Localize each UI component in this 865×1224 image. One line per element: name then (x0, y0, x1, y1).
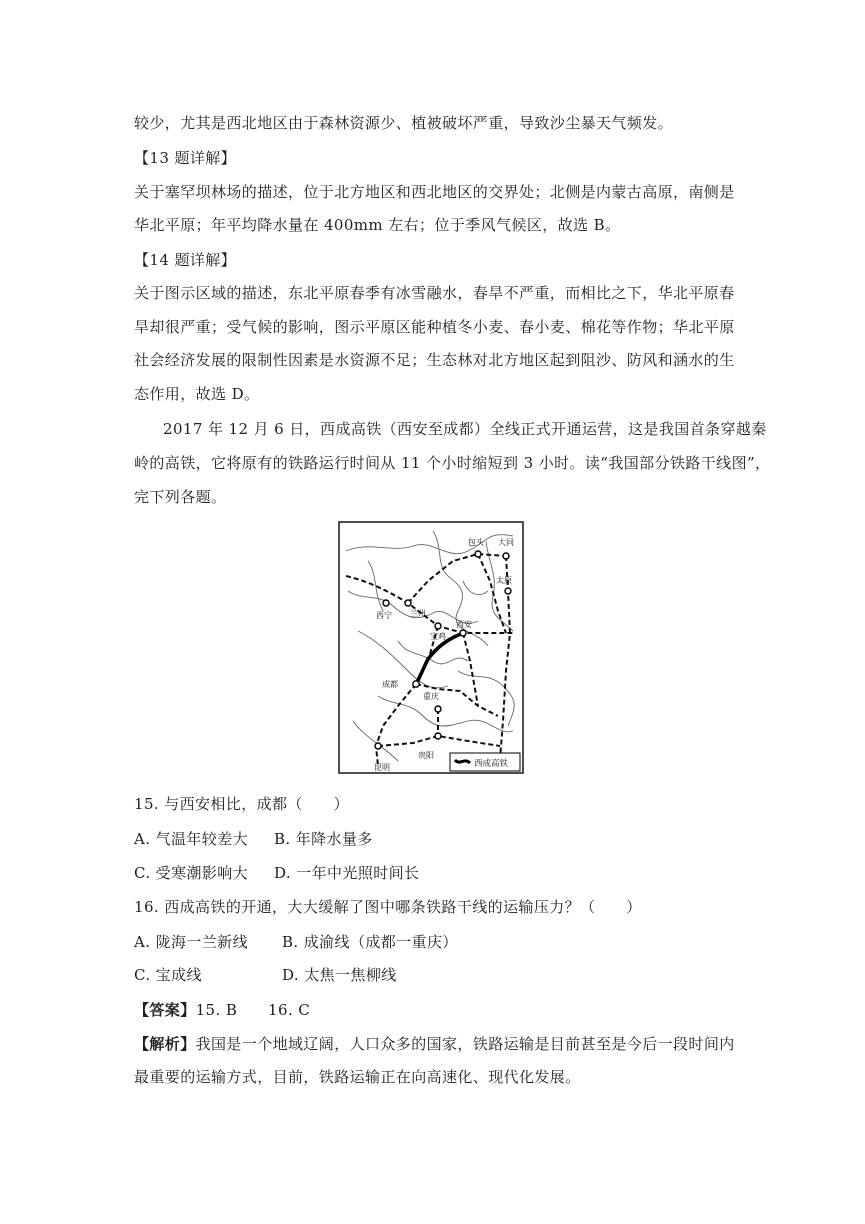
option-16b: B. 成渝线（成都一重庆） (282, 933, 458, 951)
legend-hsr-symbol (455, 760, 470, 763)
label-chengdu: 成都 (382, 680, 398, 689)
option-16a: A. 陇海一兰新线 (134, 933, 248, 951)
analysis-text: 我国是一个地域辽阔，人口众多的国家，铁路运输是目前甚至是今后一段时间内 (195, 1035, 735, 1053)
option-16d: D. 太焦一焦柳线 (282, 966, 397, 984)
label-xining: 西宁 (376, 611, 392, 620)
label-guiyang: 贵阳 (418, 751, 434, 760)
label-datong: 大同 (498, 538, 514, 547)
label-xian: 西安 (456, 620, 472, 629)
option-15c: C. 受寒潮影响大 (134, 864, 249, 882)
station-xining (383, 600, 389, 606)
station-chongqing (435, 706, 441, 712)
option-15d: D. 一年中光照时间长 (274, 864, 420, 882)
label-chongqing: 重庆 (423, 692, 439, 701)
label-baotou: 包头 (468, 538, 484, 547)
label-baoji: 宝鸡 (430, 632, 446, 641)
answer-label: 【答案】 (134, 1001, 196, 1019)
label-kunming: 昆明 (374, 763, 390, 772)
map-legend (450, 753, 520, 771)
paragraph-line: 华北平原；年平均降水量在 400mm 左右；位于季风气候区，故选 B。 (134, 216, 621, 234)
analysis-label: 【解析】 (134, 1035, 196, 1053)
station-lanzhou (405, 600, 411, 606)
question-16: 16. 西成高铁的开通，大大缓解了图中哪条铁路干线的运输压力？（ ） (134, 898, 642, 916)
paragraph-line: 2017 年 12 月 6 日，西成高铁（西安至成都）全线正式开通运营，这是我国首条穿越秦 (163, 420, 767, 438)
heading-q14: 【14 题详解】 (134, 251, 237, 269)
label-lanzhou: 兰州 (410, 609, 426, 618)
option-15b: B. 年降水量多 (274, 830, 373, 848)
option-15a: A. 气温年较差大 (134, 830, 248, 848)
paragraph-line: 完下列各题。 (134, 488, 227, 506)
answer-line (134, 1000, 310, 1020)
station-baotou (475, 551, 481, 557)
railway-map (338, 521, 524, 774)
heading-q13: 【13 题详解】 (134, 149, 237, 167)
station-xian (460, 630, 466, 636)
station-chengdu (413, 681, 419, 687)
paragraph-line: 社会经济发展的限制性因素是水资源不足；生态林对北方地区起到阻沙、防风和涵水的生 (134, 351, 735, 369)
station-taiyuan (505, 588, 511, 594)
analysis-line (134, 1034, 735, 1054)
paragraph-line: 态作用，故选 D。 (134, 385, 260, 403)
paragraph-line: 最重要的运输方式，目前，铁路运输正在向高速化、现代化发展。 (134, 1068, 581, 1086)
label-taiyuan: 太原 (496, 576, 512, 585)
question-15: 15. 与西安相比，成都（ ） (134, 795, 350, 813)
paragraph-line: 旱却很严重；受气候的影响，图示平原区能种植冬小麦、春小麦、棉花等作物；华北平原 (134, 318, 735, 336)
railway-map-svg (338, 521, 524, 774)
station-guiyang (435, 733, 441, 739)
legend-label: 西成高铁 (474, 759, 509, 769)
answer-text: 15. B 16. C (195, 1001, 311, 1019)
paragraph-line: 关于图示区域的描述，东北平原春季有冰雪融水，春旱不严重，而相比之下，华北平原春 (134, 284, 735, 302)
option-16c: C. 宝成线 (134, 966, 202, 984)
station-baoji (435, 623, 441, 629)
paragraph-line: 岭的高铁，它将原有的铁路运行时间从 11 个小时缩短到 3 小时。读“我国部分铁路干线图”， (134, 454, 771, 472)
paragraph-line: 关于塞罕坝林场的描述，位于北方地区和西北地区的交界处；北侧是内蒙古高原，南侧是 (134, 183, 735, 201)
paragraph-line: 较少，尤其是西北地区由于森林资源少、植被破坏严重，导致沙尘暴天气频发。 (134, 114, 674, 132)
station-kunming (375, 743, 381, 749)
station-datong (503, 553, 509, 559)
